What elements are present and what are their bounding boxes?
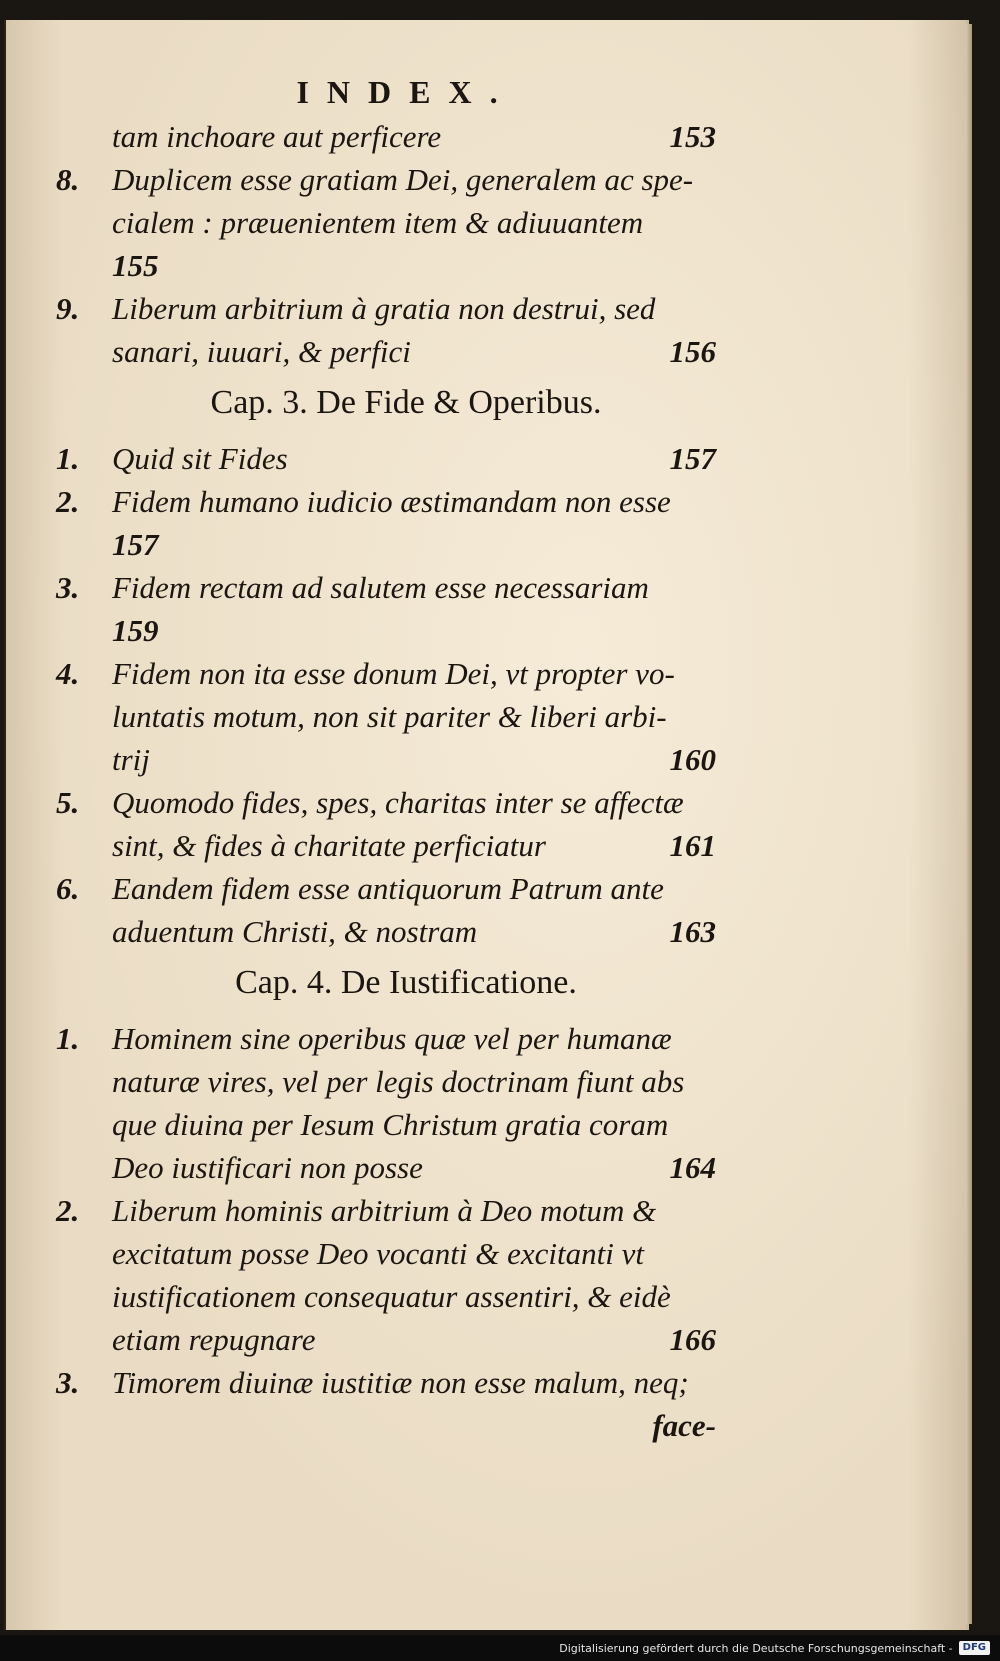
- index-entry: [56, 566, 716, 652]
- entry-text-line: trij 160: [112, 738, 716, 781]
- entry-text-line: Deo iustificari non posse 164: [112, 1146, 716, 1189]
- entry-text-line: que diuina per Iesum Christum gratia coram: [112, 1107, 669, 1142]
- index-entry: [56, 287, 716, 373]
- index-entry: [56, 437, 716, 480]
- entry-number: 6.: [56, 871, 80, 906]
- index-content: [56, 74, 716, 1447]
- page-reference: 163: [669, 914, 716, 949]
- entry-text-line: Duplicem esse gratiam Dei, generalem ac spe-: [112, 162, 694, 197]
- footer-bar: [0, 1635, 1000, 1661]
- page-reference: 156: [669, 334, 716, 369]
- entry-text-line: Eandem fidem esse antiquorum Patrum ante: [112, 871, 664, 906]
- entry-text-line: Timorem diuinæ iustitiæ non esse malum, neq;: [112, 1365, 689, 1400]
- index-entry: [56, 1361, 716, 1404]
- entry-number: 1.: [56, 1021, 80, 1056]
- page-reference: 159: [112, 613, 159, 648]
- entry-text-line: Fidem non ita esse donum Dei, vt propter vo-: [112, 656, 675, 691]
- index-entry: [56, 867, 716, 953]
- entry-text-line: Fidem humano iudicio æstimandam non esse: [112, 484, 671, 519]
- page-edge: [966, 24, 972, 1624]
- entry-text-line: sanari, iuuari, & perfici 156: [112, 330, 716, 373]
- page-reference: 157: [669, 441, 716, 476]
- entry-number: 8.: [56, 162, 80, 197]
- entry-text-line: sint, & fides à charitate perficiatur 161: [112, 824, 716, 867]
- chapter-3-heading: Cap. 3. De Fide & Operibus.: [210, 384, 602, 421]
- entry-number: 4.: [56, 656, 80, 691]
- running-head: INDEX.: [296, 74, 516, 110]
- index-entry: [56, 1189, 716, 1361]
- footer-credit: Digitalisierung gefördert durch die Deutsche Forschungsgemeinschaft -: [559, 1641, 953, 1655]
- top-entries: [56, 115, 716, 373]
- entry-number: 9.: [56, 291, 80, 326]
- chapter-4-entries: [56, 1017, 716, 1404]
- entry-text-line: aduentum Christi, & nostram 163: [112, 910, 716, 953]
- chapter-4-heading: Cap. 4. De Iustificatione.: [235, 964, 577, 1001]
- entry-text-line: excitatum posse Deo vocanti & excitanti vt: [112, 1236, 644, 1271]
- catchword: face-: [652, 1408, 716, 1443]
- entry-number: 5.: [56, 785, 80, 820]
- page-reference: 160: [669, 742, 716, 777]
- entry-number: 3.: [56, 570, 80, 605]
- entry-text-line: cialem : præuenientem item & adiuuantem: [112, 205, 644, 240]
- entry-text-line: Hominem sine operibus quæ vel per humanæ: [112, 1021, 672, 1056]
- entry-text-line: luntatis motum, non sit pariter & liberi arbi-: [112, 699, 667, 734]
- entry-number: 3.: [56, 1365, 80, 1400]
- entry-text-line: Liberum hominis arbitrium à Deo motum &: [112, 1193, 657, 1228]
- page-reference: 153: [669, 119, 716, 154]
- entry-text-line: Liberum arbitrium à gratia non destrui, sed: [112, 291, 656, 326]
- chapter-3-entries: [56, 437, 716, 953]
- page-reference: 161: [669, 828, 716, 863]
- dfg-logo: DFG: [959, 1641, 990, 1655]
- entry-number: 2.: [56, 1193, 80, 1228]
- page-reference: 166: [669, 1322, 716, 1357]
- entry-text-line: Quomodo fides, spes, charitas inter se affectæ: [112, 785, 684, 820]
- page-reference: 155: [112, 248, 159, 283]
- index-entry: [56, 652, 716, 781]
- page-reference: 157: [112, 527, 159, 562]
- index-entry: [56, 480, 716, 566]
- index-entry: [56, 115, 716, 158]
- index-entry: [56, 781, 716, 867]
- entry-text-line: etiam repugnare 166: [112, 1318, 716, 1361]
- catchword-row: [56, 1404, 716, 1447]
- index-entry: [56, 1017, 716, 1189]
- entry-text-line: Quid sit Fides 157: [112, 437, 716, 480]
- index-entry: [56, 158, 716, 287]
- entry-text-line: Fidem rectam ad salutem esse necessariam: [112, 570, 649, 605]
- page-reference: 164: [669, 1150, 716, 1185]
- entry-number: 2.: [56, 484, 80, 519]
- entry-number: 1.: [56, 441, 80, 476]
- entry-text-line: iustificationem consequatur assentiri, & eidè: [112, 1279, 671, 1314]
- entry-text-line: tam inchoare aut perficere 153: [112, 115, 716, 158]
- entry-text-line: naturæ vires, vel per legis doctrinam fiunt abs: [112, 1064, 685, 1099]
